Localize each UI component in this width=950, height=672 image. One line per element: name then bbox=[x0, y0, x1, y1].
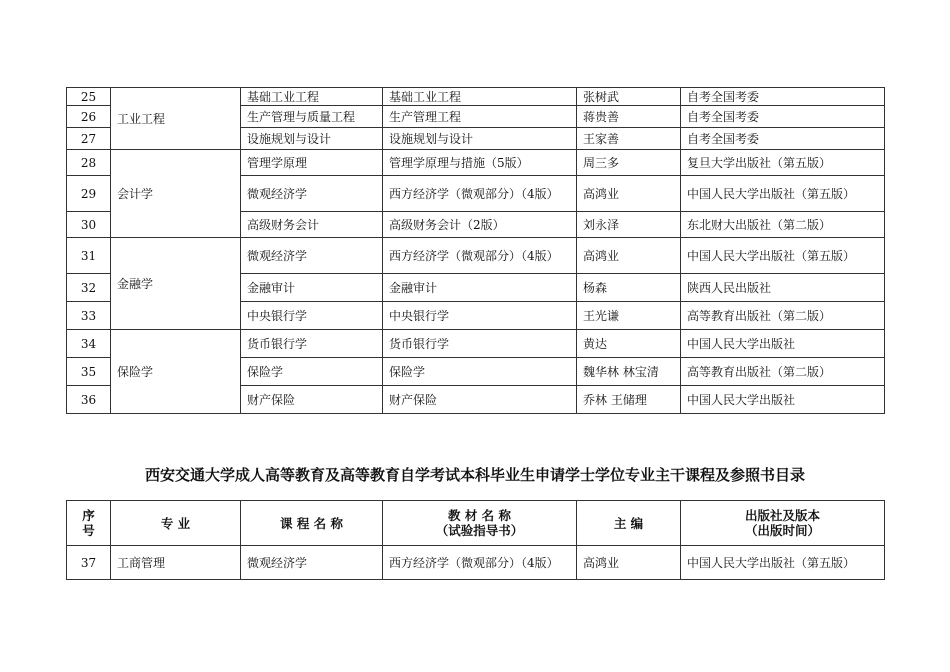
textbook-name: 管理学原理与措施（5版） bbox=[383, 150, 577, 176]
textbook-name: 保险学 bbox=[383, 358, 577, 386]
editor-name: 杨森 bbox=[577, 274, 681, 302]
course-name: 设施规划与设计 bbox=[241, 128, 383, 150]
document-title: 西安交通大学成人高等教育及高等教育自学考试本科毕业生申请学士学位专业主干课程及参照书目录 bbox=[144, 466, 805, 484]
course-name: 高级财务会计 bbox=[241, 212, 383, 238]
editor-name: 蒋贵善 bbox=[577, 106, 681, 128]
editor-name: 刘永泽 bbox=[577, 212, 681, 238]
row-number: 29 bbox=[67, 176, 111, 212]
editor-name: 黄达 bbox=[577, 330, 681, 358]
header-textbook bbox=[383, 501, 577, 546]
textbook-name: 西方经济学（微观部分）（4版） bbox=[383, 176, 577, 212]
major-cell: 保险学 bbox=[111, 330, 241, 414]
textbook-name: 西方经济学（微观部分）（4版） bbox=[383, 238, 577, 274]
course-name: 财产保险 bbox=[241, 386, 383, 414]
row-number: 32 bbox=[67, 274, 111, 302]
major-cell: 会计学 bbox=[111, 150, 241, 238]
textbook-name: 中央银行学 bbox=[383, 302, 577, 330]
course-name: 微观经济学 bbox=[241, 546, 383, 580]
row-number: 28 bbox=[67, 150, 111, 176]
table-row bbox=[67, 330, 885, 358]
row-number: 33 bbox=[67, 302, 111, 330]
editor-name: 周三多 bbox=[577, 150, 681, 176]
course-name: 货币银行学 bbox=[241, 330, 383, 358]
row-number: 30 bbox=[67, 212, 111, 238]
major-cell: 工业工程 bbox=[111, 88, 241, 150]
publisher: 高等教育出版社（第二版） bbox=[681, 358, 885, 386]
header-no-line1: 序 bbox=[82, 508, 95, 523]
header-no-line2: 号 bbox=[82, 523, 95, 538]
publisher: 中国人民大学出版社（第五版） bbox=[681, 238, 885, 274]
textbook-name: 货币银行学 bbox=[383, 330, 577, 358]
row-number: 37 bbox=[67, 546, 111, 580]
publisher: 中国人民大学出版社（第五版） bbox=[681, 176, 885, 212]
course-name: 保险学 bbox=[241, 358, 383, 386]
table-row bbox=[67, 238, 885, 274]
row-number: 26 bbox=[67, 106, 111, 128]
header-publisher-line1: 出版社及版本 bbox=[744, 508, 820, 523]
row-number: 34 bbox=[67, 330, 111, 358]
publisher: 自考全国考委 bbox=[681, 128, 885, 150]
row-number: 25 bbox=[67, 88, 111, 106]
header-major: 专 业 bbox=[111, 501, 241, 546]
row-number: 36 bbox=[67, 386, 111, 414]
header-textbook-line2: （试验指导书） bbox=[435, 523, 524, 538]
major-cell: 金融学 bbox=[111, 238, 241, 330]
textbook-name: 西方经济学（微观部分）（4版） bbox=[383, 546, 577, 580]
publisher: 中国人民大学出版社 bbox=[681, 386, 885, 414]
editor-name: 高鸿业 bbox=[577, 238, 681, 274]
publisher: 陕西人民出版社 bbox=[681, 274, 885, 302]
course-name: 生产管理与质量工程 bbox=[241, 106, 383, 128]
textbook-name: 生产管理工程 bbox=[383, 106, 577, 128]
course-name: 微观经济学 bbox=[241, 238, 383, 274]
course-table-bottom bbox=[66, 500, 885, 580]
publisher: 中国人民大学出版社（第五版） bbox=[681, 546, 885, 580]
editor-name: 乔林 王储理 bbox=[577, 386, 681, 414]
header-course: 课 程 名 称 bbox=[241, 501, 383, 546]
table-row bbox=[67, 88, 885, 106]
editor-name: 魏华林 林宝清 bbox=[577, 358, 681, 386]
header-textbook-line1: 教 材 名 称 bbox=[447, 508, 512, 523]
textbook-name: 财产保险 bbox=[383, 386, 577, 414]
textbook-name: 高级财务会计（2版） bbox=[383, 212, 577, 238]
publisher: 自考全国考委 bbox=[681, 88, 885, 106]
editor-name: 高鸿业 bbox=[577, 546, 681, 580]
header-row bbox=[67, 501, 885, 546]
textbook-name: 金融审计 bbox=[383, 274, 577, 302]
editor-name: 王光谦 bbox=[577, 302, 681, 330]
row-number: 27 bbox=[67, 128, 111, 150]
course-name: 金融审计 bbox=[241, 274, 383, 302]
publisher: 中国人民大学出版社 bbox=[681, 330, 885, 358]
publisher: 复旦大学出版社（第五版） bbox=[681, 150, 885, 176]
textbook-name: 设施规划与设计 bbox=[383, 128, 577, 150]
header-publisher bbox=[681, 501, 885, 546]
course-name: 管理学原理 bbox=[241, 150, 383, 176]
course-name: 中央银行学 bbox=[241, 302, 383, 330]
table-row bbox=[67, 150, 885, 176]
major-cell: 工商管理 bbox=[111, 546, 241, 580]
course-table-top bbox=[66, 87, 885, 414]
table-row bbox=[67, 546, 885, 580]
header-no bbox=[67, 501, 111, 546]
editor-name: 高鸿业 bbox=[577, 176, 681, 212]
course-name: 基础工业工程 bbox=[241, 88, 383, 106]
course-name: 微观经济学 bbox=[241, 176, 383, 212]
editor-name: 王家善 bbox=[577, 128, 681, 150]
row-number: 35 bbox=[67, 358, 111, 386]
textbook-name: 基础工业工程 bbox=[383, 88, 577, 106]
header-editor: 主 编 bbox=[577, 501, 681, 546]
header-publisher-line2: （出版时间） bbox=[744, 523, 820, 538]
publisher: 高等教育出版社（第二版） bbox=[681, 302, 885, 330]
publisher: 自考全国考委 bbox=[681, 106, 885, 128]
publisher: 东北财大出版社（第二版） bbox=[681, 212, 885, 238]
row-number: 31 bbox=[67, 238, 111, 274]
editor-name: 张树武 bbox=[577, 88, 681, 106]
